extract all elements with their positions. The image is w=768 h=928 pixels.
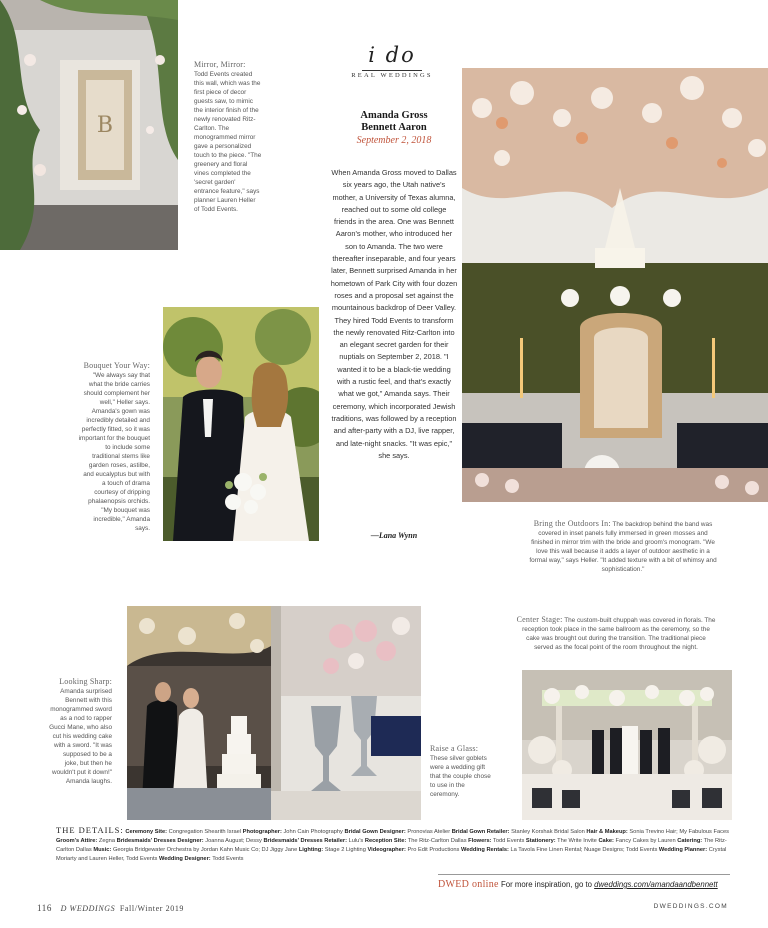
details-label: Wedding Planner: bbox=[658, 847, 708, 853]
details-value: Lulu's bbox=[348, 838, 364, 844]
details-label: Ceremony Site: bbox=[125, 829, 168, 835]
details-label: Bridesmaids' Dresses Retailer: bbox=[263, 838, 347, 844]
details-label: Catering: bbox=[677, 838, 703, 844]
caption-mirror bbox=[194, 60, 262, 214]
details-list bbox=[56, 829, 729, 862]
details-value: Georgia Bridgewater Orchestra by Jordan Kahn Music Co; DJ Jiggy Jane bbox=[112, 847, 298, 853]
dwed-online-link[interactable]: dweddings.com/amandaandbennett bbox=[594, 880, 718, 889]
details-value: Stanley Korshak Bridal Salon bbox=[511, 829, 585, 835]
details-value: Pro Edit Productions bbox=[407, 847, 460, 853]
details-value: Congregation Shearith Israel bbox=[168, 829, 242, 835]
story-body: When Amanda Gross moved to Dallas six years ago, the Utah native's mother, a University of Texas alumna, reached out to some old college friends in the area. One was Bennett Aaron's mother, who introduced her son to Amanda. The two were thereafter inseparable, and four years later, Bennett surprised Amanda in her hometown of Park City with four dozen roses and a proposal set against the mountainous backdrop of Deer Valley. They hired Todd Events to transform the newly renovated Ritz-Carlton into an elegant secret garden for their nuptials on September 2, 2018. "I wanted it to be a black-tie wedding with a rustic feel, and that's exactly what we got," Amanda says. Their ceremony, which incorporated Jewish traditions, was followed by a reception and after-party with a DJ, live rapper, and late-night snacks. "It was epic," she says. bbox=[330, 168, 458, 460]
caption-glass-text: These silver goblets were a wedding gift that the couple chose to use in the ceremony. bbox=[430, 755, 491, 798]
wedding-date: September 2, 2018 bbox=[356, 135, 432, 146]
page-folio bbox=[37, 903, 184, 913]
details-credits bbox=[56, 826, 730, 864]
couple-portrait-photo bbox=[163, 307, 319, 541]
reception-stage-photo bbox=[462, 68, 768, 502]
details-label: Videographer: bbox=[367, 847, 406, 853]
details-value: Pronovias Atelier bbox=[407, 829, 451, 835]
page-number: 116 bbox=[37, 903, 52, 913]
couple-name-1: Amanda Gross bbox=[360, 110, 428, 121]
dwed-online-promo bbox=[438, 879, 730, 890]
chuppah-ceremony-photo bbox=[522, 670, 732, 820]
details-label: Bridal Gown Retailer: bbox=[451, 829, 510, 835]
caption-sharp bbox=[48, 677, 112, 786]
details-value: The Ritz-Carlton Dallas bbox=[56, 838, 727, 853]
caption-center-stage-title: Center Stage: bbox=[516, 615, 563, 624]
details-value: Crystal Moriarty and Lauren Heller, Todd Events bbox=[56, 847, 727, 862]
details-label: Music: bbox=[93, 847, 112, 853]
details-label: Hair & Makeup: bbox=[586, 829, 628, 835]
caption-outdoors bbox=[528, 519, 718, 574]
dwed-online-brand: DWED online bbox=[438, 879, 499, 890]
caption-center-stage-text: The custom-built chuppah was covered in florals. The reception took place in the same ballroom as the ceremony, so the cake was brought out during the transition. The traditional piece served as the focal point of the room throughout the night. bbox=[522, 617, 716, 651]
details-value: Fancy Cakes by Lauren bbox=[615, 838, 676, 844]
details-label: Bridal Gown Designer: bbox=[344, 829, 406, 835]
details-title: THE DETAILS: bbox=[56, 825, 124, 835]
details-value: Sonia Trevino Hair; My Fabulous Faces bbox=[629, 829, 729, 835]
details-value: Joanna August; Dessy bbox=[205, 838, 262, 844]
caption-outdoors-text: The backdrop behind the band was covered in inset panels fully immersed in green mosses and finished in mirror trim with the bride and groom's monogram. "We love this wall because it adds a layer of outdoor aesthetic in a formal way," says Heller. "It added texture with a bit of whimsy and sophistication." bbox=[529, 521, 717, 573]
svg-text:B: B bbox=[96, 113, 114, 138]
caption-glass bbox=[430, 744, 492, 799]
caption-sharp-title: Looking Sharp: bbox=[59, 677, 112, 686]
details-label: Stationery: bbox=[525, 838, 556, 844]
details-value: Todd Events bbox=[493, 838, 525, 844]
details-value: The Write Invite bbox=[557, 838, 597, 844]
caption-sharp-text: Amanda surprised Bennett with this monogrammed sword as a nod to rapper Gucci Mane, who also cut his wedding cake with a sword. "It was supposed to be a joke, but then he wouldn't put it down!" Amanda laughs. bbox=[49, 688, 112, 785]
dwed-online-text: For more inspiration, go to bbox=[500, 880, 592, 889]
footer-divider bbox=[438, 874, 730, 875]
details-value: Stage 2 Lighting bbox=[324, 847, 366, 853]
logo-script: i do bbox=[368, 43, 416, 67]
caption-center-stage bbox=[516, 615, 716, 652]
issue-name: Fall/Winter 2019 bbox=[119, 904, 185, 913]
details-label: Wedding Designer: bbox=[158, 856, 211, 862]
website: DWEDDINGS.COM bbox=[653, 903, 728, 910]
caption-mirror-text: Todd Events created this wall, which was the first piece of decor guests saw, to mimic the interior finish of the newly renovated Ritz-Carlton. The monogrammed mirror gave a personalized touch to the piece. "The greenery and floral vines completed the 'secret garden' entrance feature," says planner Lauren Heller of Todd Events. bbox=[194, 71, 262, 213]
details-label: Wedding Rentals: bbox=[460, 847, 509, 853]
details-label: Flowers: bbox=[468, 838, 492, 844]
caption-bouquet-text: "We always say that what the bride carries should complement her well," Heller says. Amanda's gown was incredibly detailed and perfectly fitted, so it was important for the bouquet to include some traditional stems like garden roses, astilbe, and eucalyptus but with a touch of drama courtesy of dripping phalaenopsis orchids. "My bouquet was incredible," Amanda says. bbox=[78, 372, 150, 532]
magazine-name: D WEDDINGS bbox=[60, 904, 116, 913]
caption-glass-title: Raise a Glass: bbox=[430, 744, 479, 753]
details-label: Photographer: bbox=[242, 829, 282, 835]
caption-mirror-title: Mirror, Mirror: bbox=[194, 60, 246, 69]
details-label: Bridesmaids' Dresses Designer: bbox=[116, 838, 204, 844]
couple-name-2: Bennett Aaron bbox=[361, 122, 427, 133]
details-label: Groom's Attire: bbox=[56, 838, 98, 844]
details-value: John Cain Photography bbox=[283, 829, 343, 835]
story-byline: —Lana Wynn bbox=[370, 531, 418, 540]
details-value: La Tavola Fine Linen Rental; Nuage Designs; Todd Events bbox=[510, 847, 658, 853]
mirror-wall-photo bbox=[0, 0, 178, 250]
details-value: The Ritz-Carlton Dallas bbox=[407, 838, 467, 844]
details-value: Todd Events bbox=[212, 856, 244, 862]
logo-subtitle: REAL WEDDINGS bbox=[351, 72, 433, 79]
i-do-logo bbox=[344, 44, 440, 79]
details-label: Reception Site: bbox=[364, 838, 407, 844]
couple-heading bbox=[330, 110, 458, 146]
details-value: Zegna bbox=[98, 838, 116, 844]
caption-outdoors-title: Bring the Outdoors In: bbox=[533, 519, 611, 528]
details-label: Cake: bbox=[598, 838, 614, 844]
caption-bouquet-title: Bouquet Your Way: bbox=[83, 361, 150, 370]
cake-cutting-photo bbox=[127, 606, 271, 820]
silver-goblets-photo bbox=[271, 606, 421, 820]
logo-divider bbox=[362, 70, 422, 71]
caption-bouquet bbox=[78, 361, 150, 533]
details-label: Lighting: bbox=[298, 847, 324, 853]
